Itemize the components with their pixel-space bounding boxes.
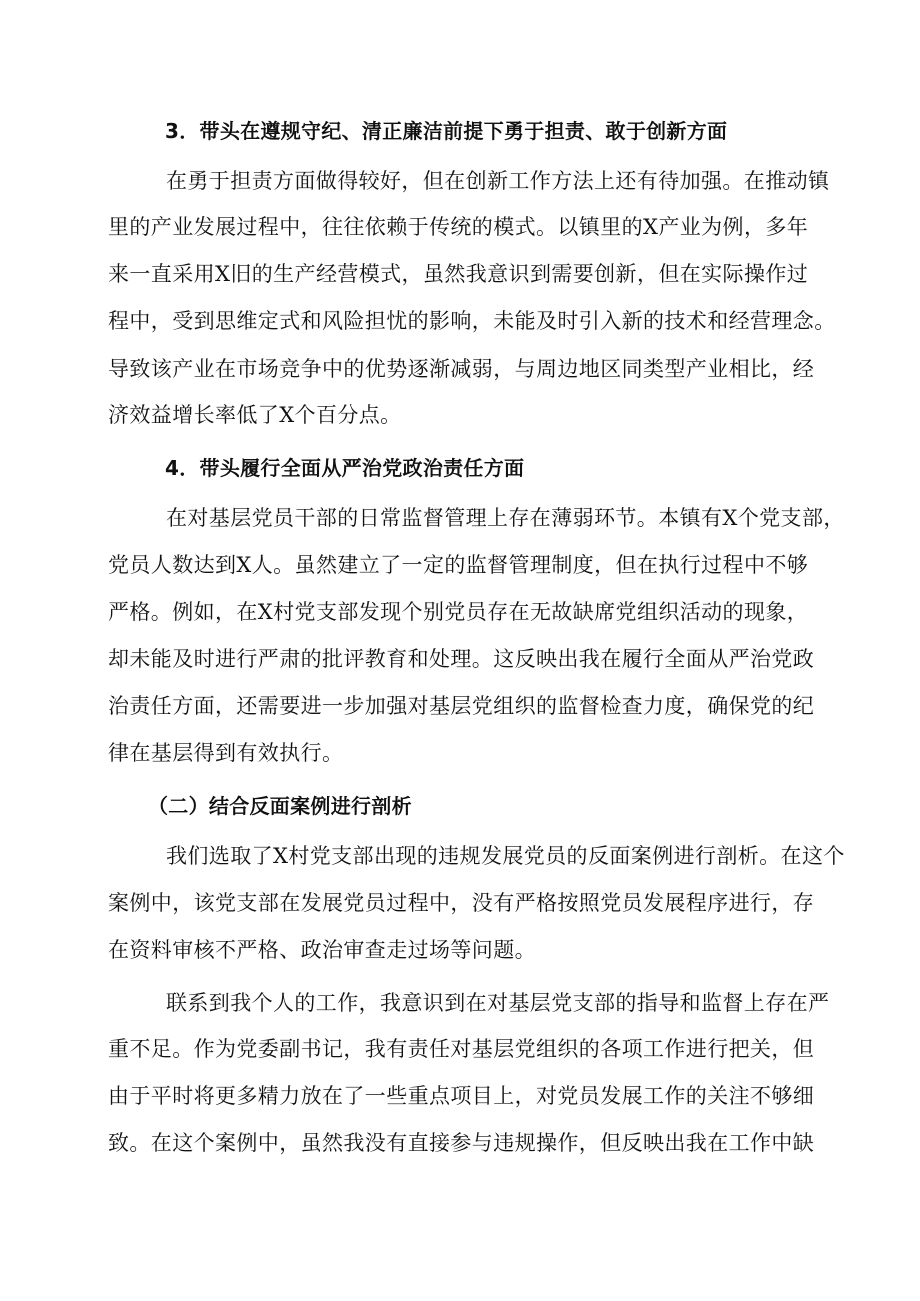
paragraph-line: 重不足。作为党委副书记，我有责任对基层党组织的各项工作进行把关，但 [108, 1037, 815, 1061]
paragraph-line: 我们选取了X村党支部出现的违规发展党员的反面案例进行剖析。在这个 [166, 844, 845, 868]
paragraph-line: 却未能及时进行严肃的批评教育和处理。这反映出我在履行全面从严治党政 [108, 647, 815, 671]
section-heading-4: 4．带头履行全面从严治党政治责任方面 [165, 456, 525, 480]
paragraph-line: 程中，受到思维定式和风险担忧的影响，未能及时引入新的技术和经营理念。 [108, 309, 836, 333]
section-heading-3: 3．带头在遵规守纪、清正廉洁前提下勇于担责、敢于创新方面 [165, 119, 728, 143]
paragraph-line: 党员人数达到X人。虽然建立了一定的监督管理制度，但在执行过程中不够 [108, 553, 809, 577]
paragraph-line: 律在基层得到有效执行。 [108, 741, 344, 765]
paragraph-line: 案例中，该党支部在发展党员过程中，没有严格按照党员发展程序进行，存 [108, 891, 815, 915]
paragraph-line: 导致该产业在市场竞争中的优势逐渐减弱，与周边地区同类型产业相比，经 [108, 357, 815, 381]
section-heading-case-analysis: （二）结合反面案例进行剖析 [148, 794, 412, 818]
paragraph-line: 联系到我个人的工作，我意识到在对基层党支部的指导和监督上存在严 [166, 991, 830, 1015]
paragraph-line: 在对基层党员干部的日常监督管理上存在薄弱环节。本镇有X个党支部， [166, 506, 845, 530]
paragraph-line: 严格。例如，在X村党支部发现个别党员存在无故缺席党组织活动的现象， [108, 600, 809, 624]
paragraph-line: 致。在这个案例中，虽然我没有直接参与违规操作，但反映出我在工作中缺 [108, 1131, 815, 1155]
paragraph-line: 治责任方面，还需要进一步加强对基层党组织的监督检查力度，确保党的纪 [108, 694, 815, 718]
paragraph-line: 济效益增长率低了X个百分点。 [108, 403, 402, 427]
paragraph-line: 里的产业发展过程中，往往依赖于传统的模式。以镇里的X产业为例，多年 [108, 215, 809, 239]
paragraph-line: 由于平时将更多精力放在了一些重点项目上，对党员发展工作的关注不够细 [108, 1084, 815, 1108]
paragraph-line: 来一直采用X旧的生产经营模式，虽然我意识到需要创新，但在实际操作过 [108, 262, 809, 286]
paragraph-line: 在资料审核不严格、政治审查走过场等问题。 [108, 938, 536, 962]
paragraph-line: 在勇于担责方面做得较好，但在创新工作方法上还有待加强。在推动镇 [166, 169, 830, 193]
